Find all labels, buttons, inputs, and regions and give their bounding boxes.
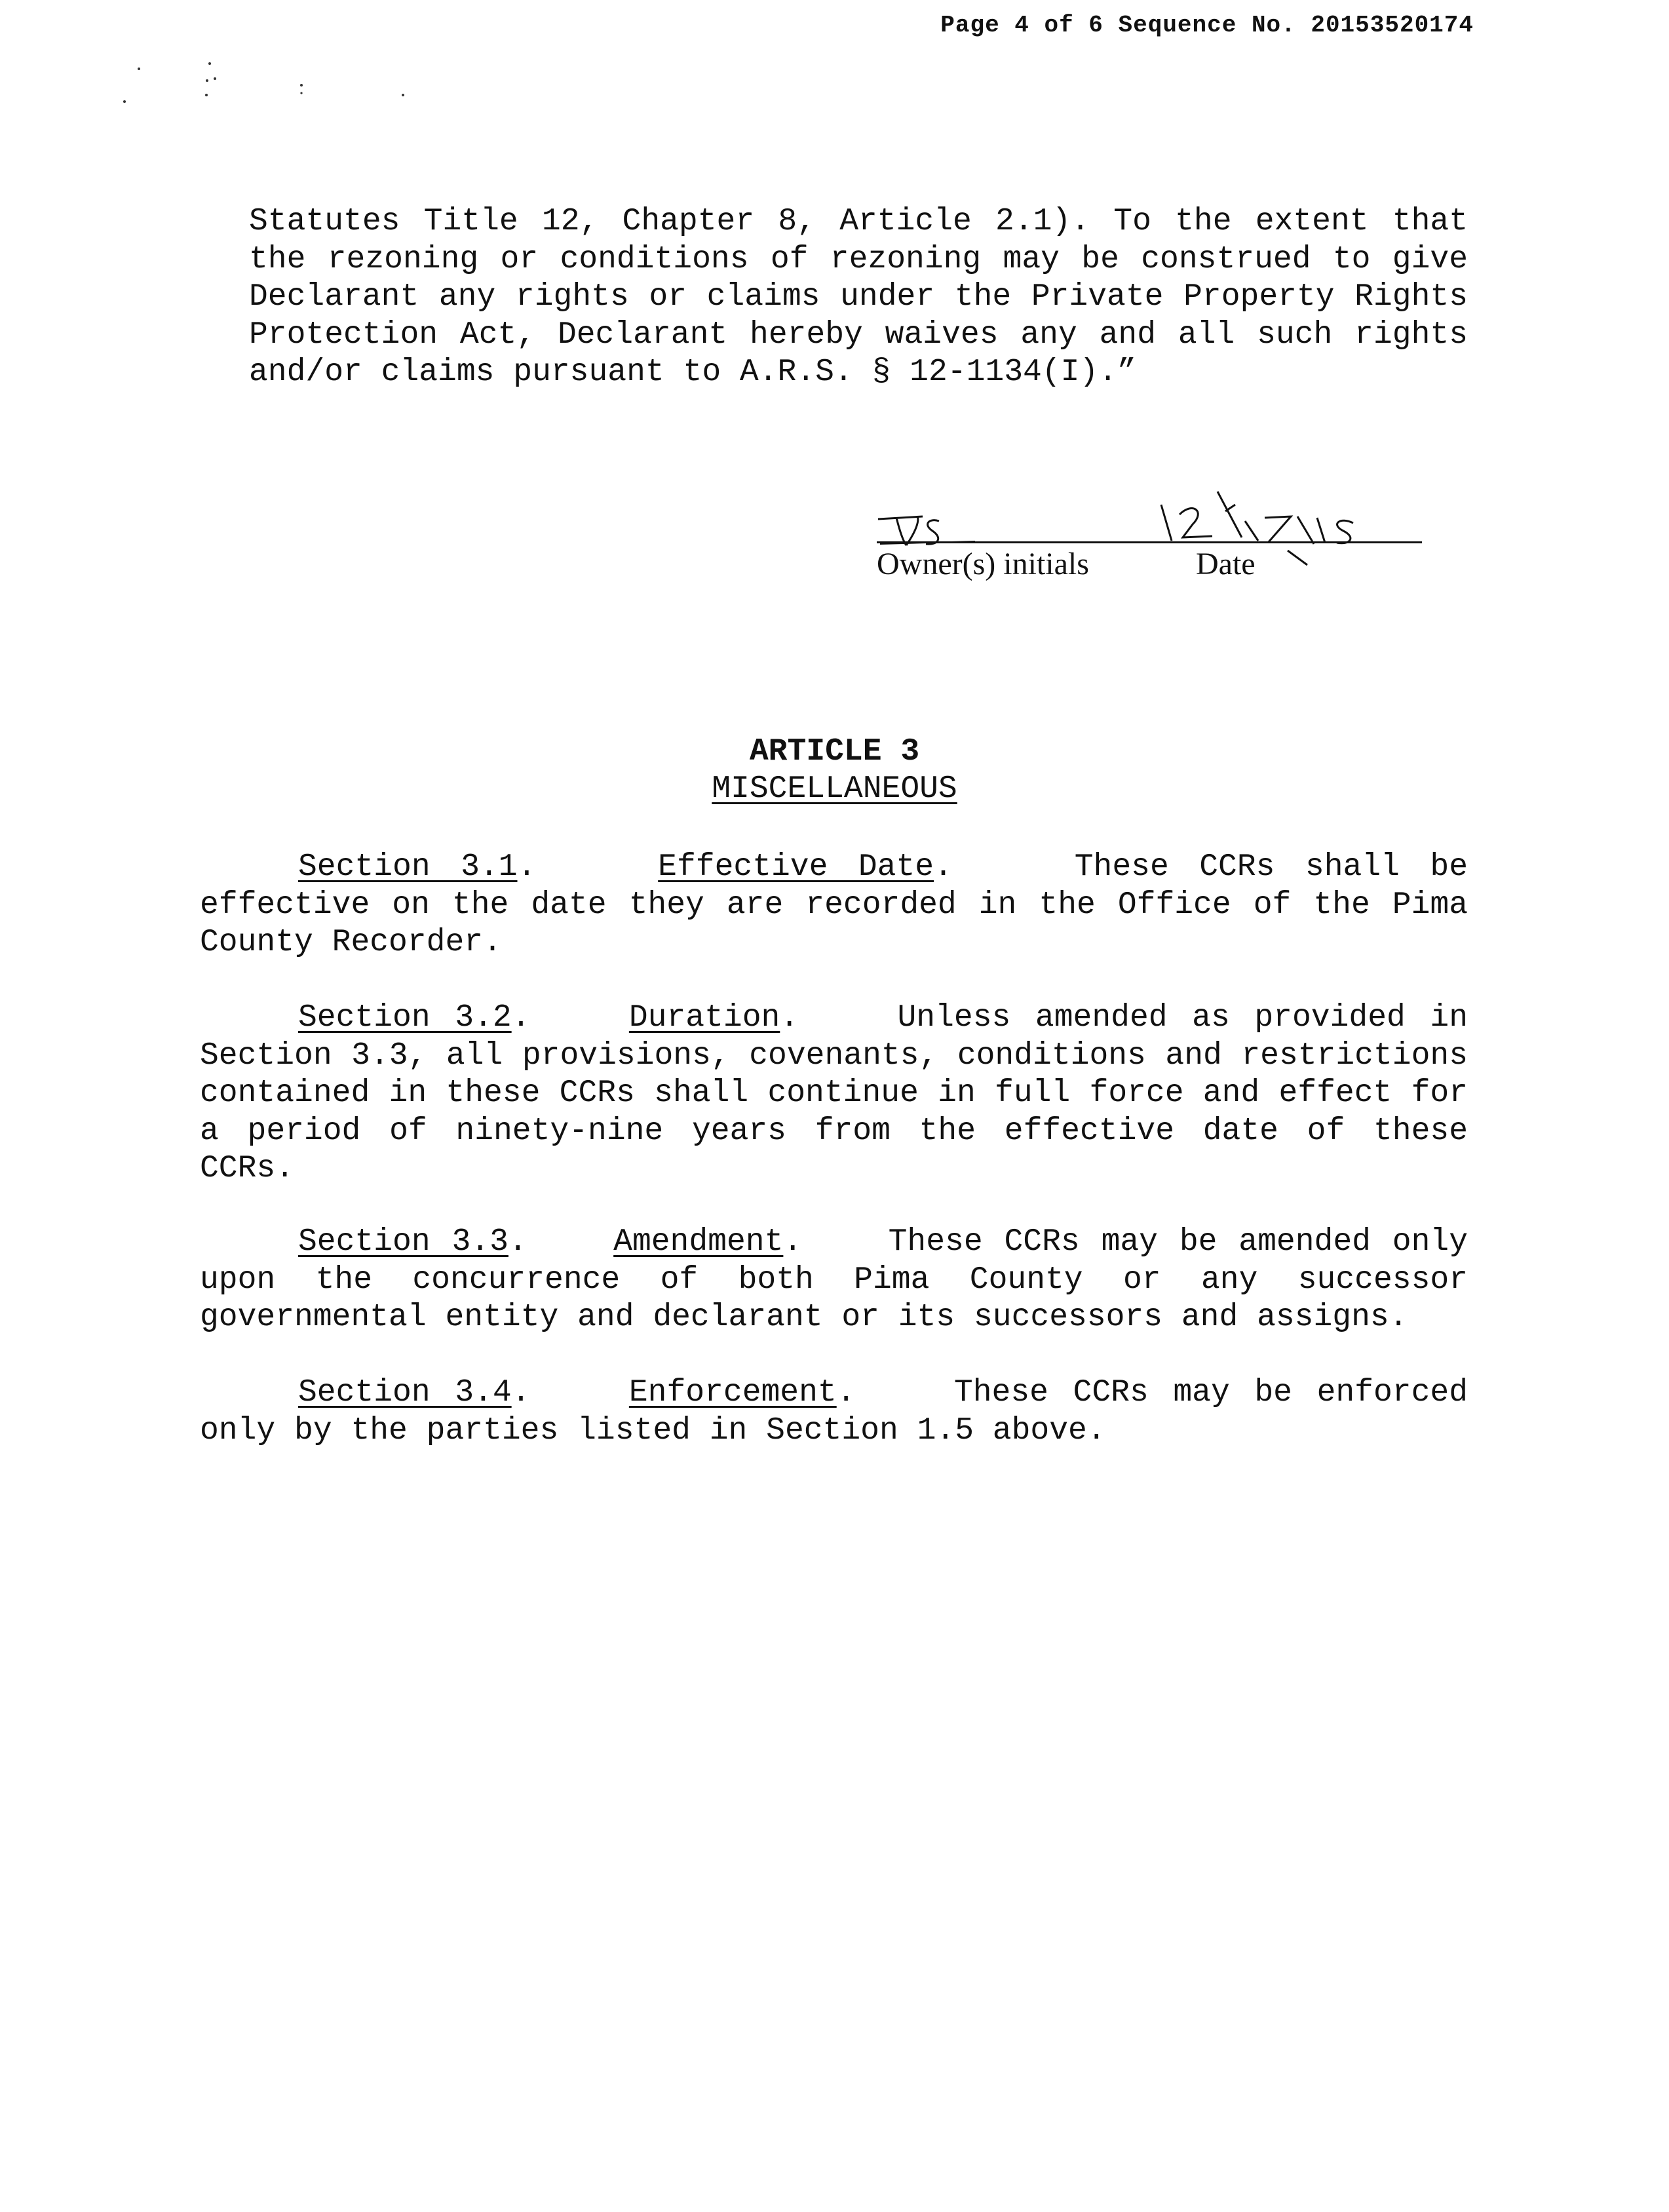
date-label: Date	[1196, 547, 1256, 581]
section-3-1: Section 3.1. Effective Date. These CCRs shall be effective on the date they are recorded in the Office of the Pima County Recorder.	[200, 849, 1468, 960]
scan-specks	[85, 56, 426, 108]
page-sequence-header: Page 4 of 6 Sequence No. 20153520174	[940, 12, 1474, 39]
section-number: Section 3.3	[298, 1224, 508, 1260]
initials-date-block	[865, 485, 1422, 590]
section-text: These CCRs may be enforced only by the parties listed in Section 1.5 above.	[200, 1375, 1468, 1448]
continuation-paragraph: Statutes Title 12, Chapter 8, Article 2.1). To the extent that the rezoning or conditions of rezoning may be construed to give Declarant any rights or claims under the Private Property Rights Protection Act, Declarant hereby waives any and all such rights and/or claims pursuant to A.R.S. § 12-1134(I).”	[249, 204, 1468, 390]
section-number: Section 3.1	[298, 849, 518, 885]
section-3-4: Section 3.4. Enforcement. These CCRs may be enforced only by the parties listed in Section 1.5 above.	[200, 1375, 1468, 1448]
handwritten-date	[1153, 485, 1370, 570]
section-heading: Enforcement	[628, 1375, 837, 1410]
section-number: Section 3.2	[298, 1000, 512, 1036]
article-title: MISCELLANEOUS	[712, 771, 957, 807]
section-heading: Amendment	[613, 1224, 784, 1260]
section-number: Section 3.4	[298, 1375, 512, 1410]
handwritten-initials	[877, 505, 1008, 551]
section-heading: Effective Date	[658, 849, 934, 885]
signature-line	[877, 541, 1422, 543]
section-heading: Duration	[628, 1000, 780, 1036]
section-3-3: Section 3.3. Amendment. These CCRs may be amended only upon the concurrence of both Pima County or any successor governmental entity and declarant or its successors and assigns.	[200, 1224, 1468, 1335]
owner-initials-label: Owner(s) initials	[877, 547, 1089, 581]
section-text: These CCRs may be amended only upon the concurrence of both Pima County or any successor governmental entity and declarant or its successors and assigns.	[200, 1224, 1468, 1335]
section-text: Unless amended as provided in Section 3.3, all provisions, covenants, conditions and restrictions contained in these CCRs shall continue in full force and effect for a period of ninety-nine years from the effective date of these CCRs.	[200, 1000, 1468, 1186]
section-3-2: Section 3.2. Duration. Unless amended as provided in Section 3.3, all provisions, covenants, conditions and restrictions contained in these CCRs shall continue in full force and effect for a period of ninety-nine years from the effective date of these CCRs.	[200, 1000, 1468, 1186]
section-text: These CCRs shall be effective on the date they are recorded in the Office of the Pima County Recorder.	[200, 849, 1468, 960]
article-number: ARTICLE 3	[749, 734, 920, 769]
